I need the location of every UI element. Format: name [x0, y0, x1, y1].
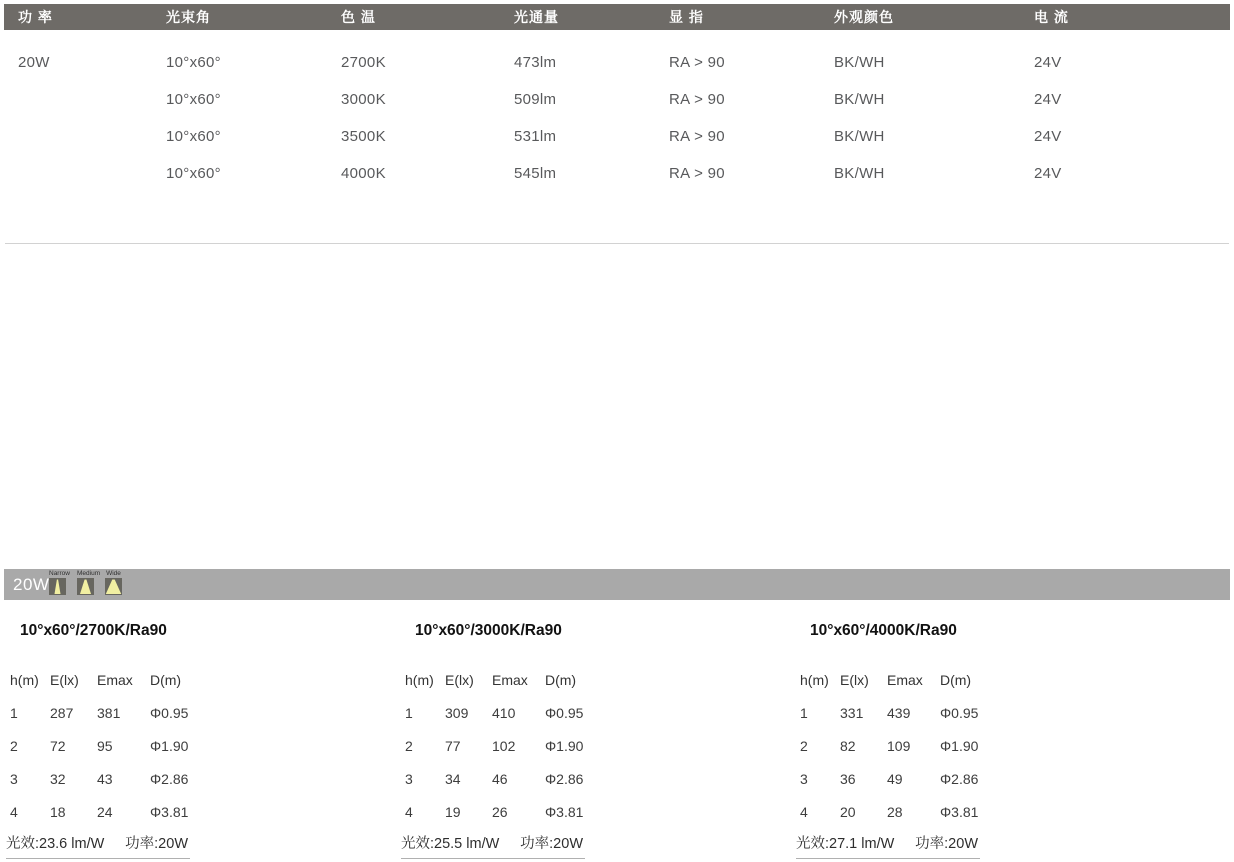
cell-d: Φ1.90 — [545, 738, 584, 754]
cell-h: 2 — [800, 738, 808, 754]
spec-cell-finish-color: BK/WH — [834, 54, 885, 71]
spec-cell-current: 24V — [1034, 91, 1062, 108]
col-header-illuminance: E(lx) — [50, 672, 79, 688]
spec-cell-beam-angle: 10°x60° — [166, 54, 221, 71]
cell-d: Φ2.86 — [150, 771, 189, 787]
spec-cell-luminous-flux: 545lm — [514, 165, 557, 182]
photometric-table-footer — [401, 837, 585, 859]
photometric-table-footer — [796, 837, 980, 859]
cell-emax: 95 — [97, 738, 113, 754]
table-row — [800, 771, 1010, 787]
spec-cell-beam-angle: 10°x60° — [166, 128, 221, 145]
col-header-emax: Emax — [887, 672, 923, 688]
cell-h: 4 — [800, 804, 808, 820]
col-header-height: h(m) — [10, 672, 39, 688]
photometric-table-2700k — [6, 622, 220, 859]
col-header-diameter: D(m) — [545, 672, 577, 688]
cell-elx: 20 — [840, 804, 856, 820]
col-header-height: h(m) — [405, 672, 434, 688]
beam-option-medium — [77, 569, 101, 600]
cell-elx: 331 — [840, 705, 864, 721]
cell-d: Φ3.81 — [545, 804, 584, 820]
cell-emax: 43 — [97, 771, 113, 787]
spec-cell-current: 24V — [1034, 54, 1062, 71]
cell-emax: 49 — [887, 771, 903, 787]
cell-elx: 82 — [840, 738, 856, 754]
spec-cell-cri: RA > 90 — [669, 91, 725, 108]
beam-option-wide — [105, 569, 122, 600]
spec-table-body — [4, 44, 1230, 192]
spec-cell-beam-angle: 10°x60° — [166, 91, 221, 108]
spec-cell-current: 24V — [1034, 128, 1062, 145]
cell-d: Φ3.81 — [150, 804, 189, 820]
spec-cell-beam-angle: 10°x60° — [166, 165, 221, 182]
cell-h: 3 — [405, 771, 413, 787]
spec-cell-color-temp: 3000K — [341, 91, 386, 108]
spec-header-color-temp: 色 温 — [341, 9, 376, 25]
cell-emax: 102 — [492, 738, 516, 754]
photometric-table-title: 10°x60°/3000K/Ra90 — [415, 622, 562, 639]
cell-d: Φ2.86 — [940, 771, 979, 787]
cell-h: 2 — [10, 738, 18, 754]
spec-cell-color-temp: 2700K — [341, 54, 386, 71]
col-header-illuminance: E(lx) — [840, 672, 869, 688]
spec-header-luminous-flux: 光通量 — [514, 9, 559, 25]
cell-h: 2 — [405, 738, 413, 754]
spec-cell-color-temp: 3500K — [341, 128, 386, 145]
photometric-table-header — [800, 672, 1010, 688]
cell-emax: 109 — [887, 738, 911, 754]
power-value: 功率:20W — [125, 836, 188, 852]
cell-h: 4 — [10, 804, 18, 820]
beam-option-label: Narrow — [49, 570, 70, 577]
cell-emax: 439 — [887, 705, 911, 721]
photometric-table-4000k — [796, 622, 1010, 859]
spec-cell-finish-color: BK/WH — [834, 165, 885, 182]
cell-h: 1 — [10, 705, 18, 721]
spec-cell-luminous-flux: 531lm — [514, 128, 557, 145]
table-row — [10, 705, 220, 721]
table-row — [800, 804, 1010, 820]
beam-options-bar — [4, 569, 1230, 600]
beam-options-group — [49, 569, 133, 600]
spec-cell-cri: RA > 90 — [669, 165, 725, 182]
cell-emax: 26 — [492, 804, 508, 820]
photometric-table-header — [10, 672, 220, 688]
spec-cell-power: 20W — [18, 54, 50, 71]
spec-cell-finish-color: BK/WH — [834, 128, 885, 145]
table-row — [4, 81, 1230, 118]
col-header-emax: Emax — [97, 672, 133, 688]
spec-cell-finish-color: BK/WH — [834, 91, 885, 108]
cell-h: 3 — [10, 771, 18, 787]
efficacy-value: 光效:23.6 lm/W — [6, 836, 105, 852]
spec-header-current: 电 流 — [1034, 9, 1069, 25]
efficacy-value: 光效:25.5 lm/W — [401, 836, 500, 852]
col-header-emax: Emax — [492, 672, 528, 688]
spec-table-header — [4, 4, 1230, 30]
table-row — [4, 155, 1230, 192]
cell-d: Φ0.95 — [150, 705, 189, 721]
photometric-table-header — [405, 672, 615, 688]
table-row — [10, 804, 220, 820]
spec-cell-current: 24V — [1034, 165, 1062, 182]
cell-elx: 309 — [445, 705, 469, 721]
col-header-height: h(m) — [800, 672, 829, 688]
power-value: 功率:20W — [520, 836, 583, 852]
cell-elx: 19 — [445, 804, 461, 820]
table-row — [405, 771, 615, 787]
spec-cell-luminous-flux: 473lm — [514, 54, 557, 71]
cell-elx: 32 — [50, 771, 66, 787]
cell-h: 4 — [405, 804, 413, 820]
spec-cell-power — [4, 155, 152, 192]
col-header-illuminance: E(lx) — [445, 672, 474, 688]
photometric-table-footer — [6, 837, 190, 859]
spec-header-beam-angle: 光束角 — [166, 9, 211, 25]
cell-elx: 36 — [840, 771, 856, 787]
cell-elx: 72 — [50, 738, 66, 754]
cell-elx: 287 — [50, 705, 74, 721]
spec-cell-color-temp: 4000K — [341, 165, 386, 182]
spec-cell-cri: RA > 90 — [669, 128, 725, 145]
medium-beam-icon — [77, 578, 94, 595]
table-row — [10, 738, 220, 754]
cell-emax: 381 — [97, 705, 121, 721]
table-row — [800, 738, 1010, 754]
narrow-beam-icon — [49, 578, 66, 595]
efficacy-value: 光效:27.1 lm/W — [796, 836, 895, 852]
table-row — [4, 44, 1230, 81]
table-row — [800, 705, 1010, 721]
cell-d: Φ0.95 — [940, 705, 979, 721]
spec-header-finish-color: 外观颜色 — [834, 9, 894, 25]
power-badge: 20W — [13, 574, 50, 594]
cell-d: Φ1.90 — [940, 738, 979, 754]
section-divider — [5, 243, 1229, 244]
cell-emax: 28 — [887, 804, 903, 820]
cell-elx: 77 — [445, 738, 461, 754]
cell-elx: 34 — [445, 771, 461, 787]
col-header-diameter: D(m) — [150, 672, 182, 688]
spec-cell-cri: RA > 90 — [669, 54, 725, 71]
cell-h: 3 — [800, 771, 808, 787]
cell-d: Φ2.86 — [545, 771, 584, 787]
beam-option-narrow — [49, 569, 70, 600]
cell-elx: 18 — [50, 804, 66, 820]
cell-h: 1 — [800, 705, 808, 721]
table-row — [405, 804, 615, 820]
table-row — [405, 738, 615, 754]
power-value: 功率:20W — [915, 836, 978, 852]
cell-d: Φ0.95 — [545, 705, 584, 721]
spec-cell-power — [4, 118, 152, 155]
beam-option-label: Medium — [77, 570, 101, 577]
wide-beam-icon — [105, 578, 122, 595]
spec-cell-luminous-flux: 509lm — [514, 91, 557, 108]
photometric-table-3000k — [401, 622, 615, 859]
table-row — [405, 705, 615, 721]
cell-h: 1 — [405, 705, 413, 721]
cell-emax: 410 — [492, 705, 516, 721]
spec-header-cri: 显 指 — [669, 9, 704, 25]
table-row — [4, 118, 1230, 155]
beam-option-label: Wide — [106, 570, 121, 577]
cell-d: Φ3.81 — [940, 804, 979, 820]
spec-header-power: 功 率 — [18, 9, 53, 25]
photometric-table-title: 10°x60°/2700K/Ra90 — [20, 622, 167, 639]
cell-emax: 24 — [97, 804, 113, 820]
cell-emax: 46 — [492, 771, 508, 787]
table-row — [10, 771, 220, 787]
col-header-diameter: D(m) — [940, 672, 972, 688]
cell-d: Φ1.90 — [150, 738, 189, 754]
spec-cell-power — [4, 81, 152, 118]
photometric-table-title: 10°x60°/4000K/Ra90 — [810, 622, 957, 639]
